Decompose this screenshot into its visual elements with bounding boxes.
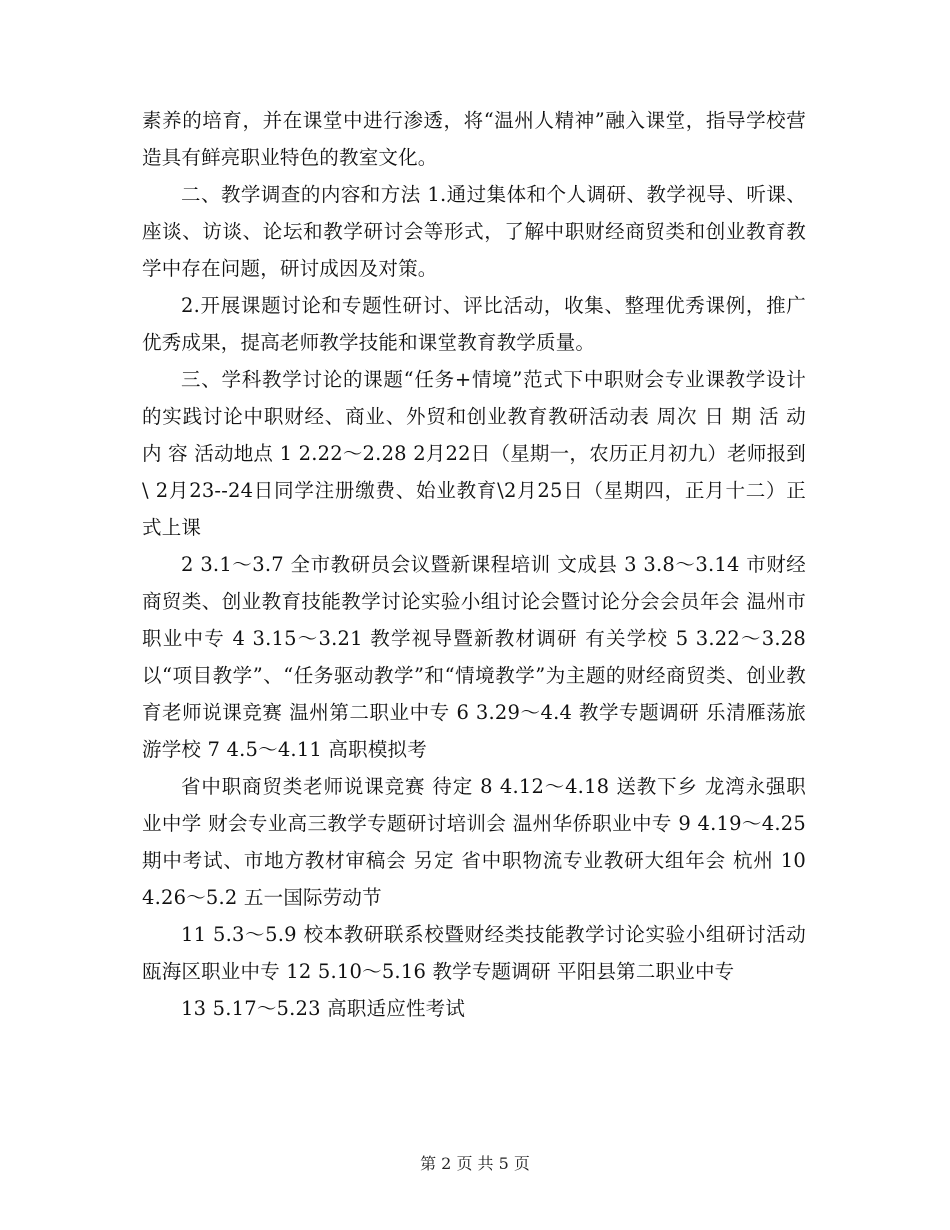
paragraph-6: 省中职商贸类老师说课竞赛 待定 8 4.12～4.18 送教下乡 龙湾永强职业中学 财会专业高三教学专题研讨培训会 温州华侨职业中专 9 4.19～4.25 期中考试、市地方教材审稿会 另定 省中职物流专业教研大组年会 杭州 10 4.26～5.2 五一国际劳动节	[142, 775, 806, 909]
paragraph-4: 三、学科教学讨论的课题“任务+情境”范式下中职财会专业课教学设计的实践讨论中职财经、商业、外贸和创业教育教研活动表 周次 日 期 活 动 内 容 活动地点 1 2.22～2.28 2月22日（星期一，农历正月初九）老师报到\ 2月23--24日同学注册缴费、始业教育\2月25日（星期四，正月十二）正式上课	[142, 368, 806, 539]
paragraph-2: 二、教学调查的内容和方法 1.通过集体和个人调研、教学视导、听课、座谈、访谈、论坛和教学研讨会等形式，了解中职财经商贸类和创业教育教学中存在问题，研讨成因及对策。	[142, 183, 806, 280]
page-footer: 第 2 页 共 5 页	[420, 1154, 530, 1173]
paragraph-8: 13 5.17～5.23 高职适应性考试	[181, 997, 466, 1020]
document-body	[142, 102, 806, 1027]
paragraph-7: 11 5.3～5.9 校本教研联系校暨财经类技能教学讨论实验小组研讨活动 瓯海区职业中专 12 5.10～5.16 教学专题调研 平阳县第二职业中专	[142, 923, 806, 983]
paragraph-5: 2 3.1～3.7 全市教研员会议暨新课程培训 文成县 3 3.8～3.14 市财经商贸类、创业教育技能教学讨论实验小组讨论会暨讨论分会会员年会 温州市职业中专 4 3.15～3.21 教学视导暨新教材调研 有关学校 5 3.22～3.28 以“项目教学”、“任务驱动教学”和“情境教学”为主题的财经商贸类、创业教育老师说课竞赛 温州第二职业中专 6 3.29～4.4 教学专题调研 乐清雁荡旅游学校 7 4.5～4.11 高职模拟考	[142, 553, 806, 761]
paragraph-1: 素养的培育，并在课堂中进行渗透，将“温州人精神”融入课堂，指导学校营造具有鲜亮职业特色的教室文化。	[142, 109, 806, 169]
paragraph-3: 2.开展课题讨论和专题性研讨、评比活动，收集、整理优秀课例，推广优秀成果，提高老师教学技能和课堂教育教学质量。	[142, 294, 806, 354]
